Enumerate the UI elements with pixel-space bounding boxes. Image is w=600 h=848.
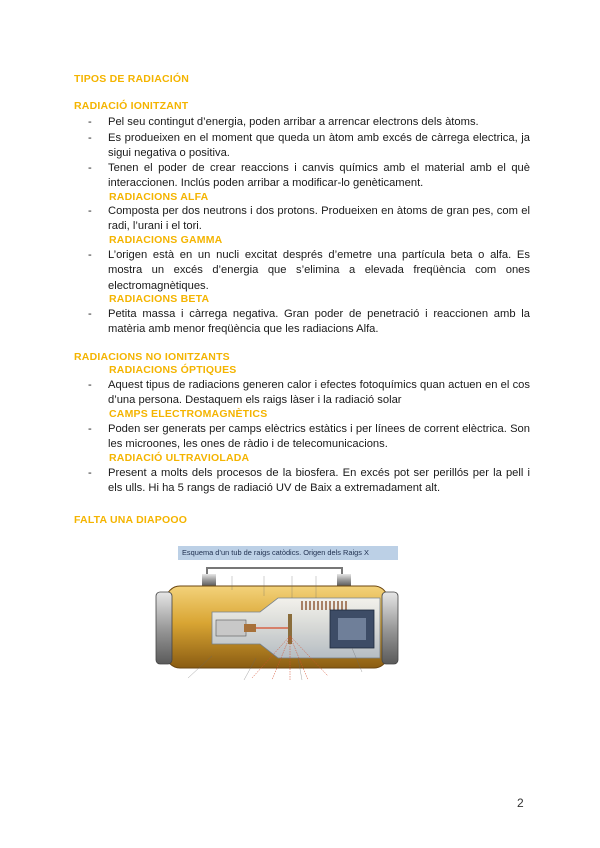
figure-caption: Esquema d’un tub de raigs catòdics. Origen dels Raigs X [178, 546, 398, 560]
list-item [88, 307, 530, 338]
heading-uv: RADIACIÓ ULTRAVIOLADA [109, 452, 250, 464]
list-item-text: Present a molts dels procesos de la biosfera. En excés pot ser perillós per la pell i els ulls. Hi ha 5 rangs de radiació UV de Baix a extremadament alt. [108, 467, 530, 495]
bullet-dash: - [88, 205, 92, 217]
bullet-dash: - [88, 379, 92, 391]
list-item-text: Composta per dos neutrons i dos protons. Produeixen en àtoms de gran pes, com el radi, l’urani i el tori. [108, 205, 530, 233]
list-item [88, 248, 530, 294]
bullet-dash: - [88, 116, 92, 128]
list-item [88, 161, 530, 192]
list-item [88, 204, 530, 235]
bullet-dash: - [88, 467, 92, 479]
list-item-text: Aquest tipus de radiacions generen calor i efectes fotoquímics quan actuen en el cos d’una persona. Destaquem els raigs làser i la radiació solar [108, 379, 530, 407]
list-item [88, 466, 530, 497]
list-item-text: Tenen el poder de crear reaccions i canvis químics amb el material amb el què interaccionen. Inclús poden arribar a modificar-lo genèticament. [108, 162, 530, 190]
tube-illustration [152, 546, 402, 688]
list-item-text: Es produeixen en el moment que queda un àtom amb excés de càrrega electrica, ja sigui negativa o positiva. [108, 132, 530, 160]
heading-non-ionizing: RADIACIONS NO IONITZANTS [74, 351, 230, 363]
bullet-dash: - [88, 162, 92, 174]
bullet-dash: - [88, 423, 92, 435]
list-item-text: Poden ser generats per camps elèctrics estàtics i per línees de corrent elèctrica. Son les microones, les ones de ràdio i de telecomunicacions. [108, 423, 530, 451]
heading-optical: RADIACIONS ÓPTIQUES [109, 364, 237, 376]
heading-beta: RADIACIONS BETA [109, 293, 210, 305]
list-item-text: Petita massa i càrrega negativa. Gran poder de penetració i reaccionen amb la matèria amb menor freqüència que les radiacions Alfa. [108, 308, 530, 336]
note-heading: FALTA UNA DIAPOOO [74, 514, 188, 526]
bullet-dash: - [88, 132, 92, 144]
cathode-ray-tube-figure [152, 546, 402, 688]
list-item-text: L’origen està en un nucli excitat després d’emetre una partícula beta o alfa. Es mostra un excés d’energia que s’elimina a elevada freqüència com ones electromagnètiques. [108, 249, 530, 292]
list-item [88, 378, 530, 409]
page-number: 2 [517, 796, 524, 810]
heading-ionizing: RADIACIÓ IONITZANT [74, 100, 189, 112]
heading-gamma: RADIACIONS GAMMA [109, 234, 223, 246]
list-item [88, 131, 530, 162]
list-item [88, 422, 530, 453]
bullet-dash: - [88, 308, 92, 320]
bullet-dash: - [88, 249, 92, 261]
heading-electromagnetic: CAMPS ELECTROMAGNÈTICS [109, 408, 268, 420]
list-item [88, 115, 530, 130]
page-title: TIPOS DE RADIACIÓN [74, 73, 190, 85]
list-item-text: Pel seu contingut d’energia, poden arribar a arrencar electrons dels àtoms. [108, 116, 479, 128]
heading-alfa: RADIACIONS ALFA [109, 191, 209, 203]
